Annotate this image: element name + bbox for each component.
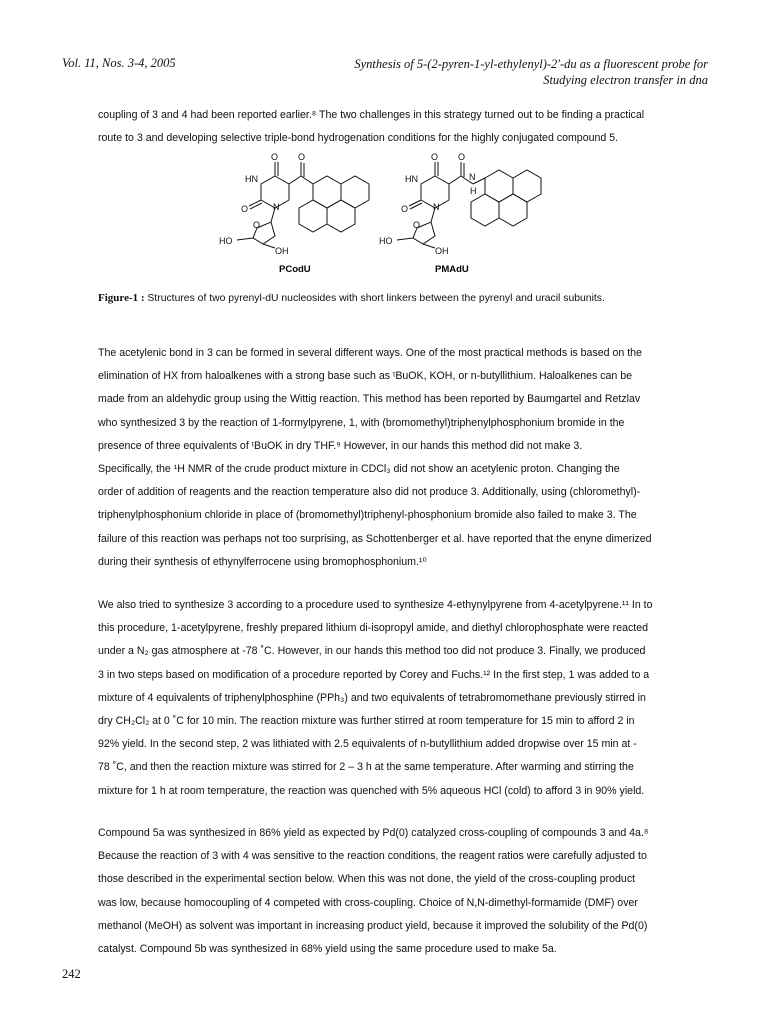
text-line: mixture of 4 equivalents of triphenylphosphine (PPh₃) and two equivalents of tetrabromomethane previously stirred in xyxy=(98,691,646,704)
running-header-title-line2: Studying electron transfer in dna xyxy=(543,73,708,87)
atom-n: N xyxy=(273,202,280,212)
atom-ho2: HO xyxy=(379,236,393,246)
text-line: made from an aldehydic group using the Wittig reaction. This method has been reported by Baumgartel and Retzlav xyxy=(98,393,641,406)
atom-o1: O xyxy=(271,152,279,162)
atom-o5: O xyxy=(431,152,439,162)
atom-oh: OH xyxy=(275,246,289,256)
atom-o2: O xyxy=(298,152,306,162)
text-line: mixture for 1 h at room temperature, the reaction was quenched with 5% aqueous HCl (cold) to afford 3 in 90% yield. xyxy=(98,784,645,797)
text-line: The acetylenic bond in 3 can be formed in several different ways. One of the most practical methods is based on the xyxy=(98,347,642,359)
atom-ho: HO xyxy=(219,236,233,246)
text-line: triphenylphosphonium chloride in place of (bromomethyl)triphenyl-phosphonium bromide also failed to make 3. The xyxy=(98,509,637,522)
running-header-title xyxy=(330,56,708,88)
molecule-label-pmadu: PMAdU xyxy=(435,264,469,275)
atom-o7: O xyxy=(401,204,409,214)
text-line: Specifically, the ¹H NMR of the crude product mixture in CDCl₃ did not show an acetylenic proton. Changing the xyxy=(98,463,620,476)
running-header-journal: Vol. 11, Nos. 3-4, 2005 xyxy=(62,56,176,70)
text-line: Because the reaction of 3 with 4 was sensitive to the reaction conditions, the reagent ratios were carefully adjusted to xyxy=(98,850,647,863)
text-line: order of addition of reagents and the reaction temperature also did not produce 3. Additionally, using (chloromethyl)- xyxy=(98,486,641,499)
text-line: methanol (MeOH) as solvent was important in increasing product yield, because it improved the solubility of the Pd(0) xyxy=(98,919,648,932)
text-line: under a N₂ gas atmosphere at -78 ˚C. However, in our hands this method too did not produce 3. Finally, we produced xyxy=(98,645,646,658)
text-line: route to 3 and developing selective triple-bond hydrogenation conditions for the highly conjugated compound 5. xyxy=(98,132,619,145)
text-line: coupling of 3 and 4 had been reported earlier.⁸ The two challenges in this strategy turned out to be finding a practical xyxy=(98,109,645,121)
paragraph-1 xyxy=(98,342,710,574)
text-line: catalyst. Compound 5b was synthesized in 68% yield using the same procedure used to make 5a. xyxy=(98,943,557,956)
atom-oh2: OH xyxy=(435,246,449,256)
text-line: this procedure, 1-acetylpyrene, freshly prepared lithium di-isopropyl amide, and diethyl chlorophosphate were reacted xyxy=(98,622,648,635)
text-line: presence of three equivalents of ᵗBuOK in dry THF.⁹ However, in our hands this method did not make 3. xyxy=(98,439,583,452)
atom-h-amide: H xyxy=(470,186,477,196)
text-line: 78 ˚C, and then the reaction mixture was stirred for 2 – 3 h at the same temperature. After warming and stirring the xyxy=(98,761,634,774)
atom-o8: O xyxy=(413,220,421,230)
text-line: Compound 5a was synthesized in 86% yield as expected by Pd(0) catalyzed cross-coupling of compounds 3 and 4a.⁸ xyxy=(98,827,649,839)
paragraph-2 xyxy=(98,594,710,803)
text-line: 3 in two steps based on modification of a procedure reported by Corey and Fuchs.¹² In the first step, 1 was added to a xyxy=(98,668,650,681)
figure-caption xyxy=(98,292,605,304)
atom-n2: N xyxy=(433,202,440,212)
text-line: those described in the experimental section below. When this was not done, the yield of the cross-coupling product xyxy=(98,873,636,886)
atom-o4: O xyxy=(253,220,261,230)
figure-1-structures xyxy=(205,148,565,278)
chemical-structures-drawing xyxy=(205,148,565,278)
text-line: dry CH₂Cl₂ at 0 ˚C for 10 min. The reaction mixture was further stirred at room temperature for 15 min to afford 2 in xyxy=(98,715,635,728)
atom-o6: O xyxy=(458,152,466,162)
atom-hn2: HN xyxy=(405,174,418,184)
atom-o3: O xyxy=(241,204,249,214)
figure-caption-label: Figure-1 : xyxy=(98,292,145,304)
atom-n-amide: N xyxy=(469,172,476,182)
molecule-label-pcodu: PCodU xyxy=(279,264,311,275)
paragraph-3 xyxy=(98,822,710,961)
text-line: during their synthesis of ethynylferrocene using bromophosphonium.¹⁰ xyxy=(98,555,427,568)
page-number: 242 xyxy=(62,967,81,981)
text-line: failure of this reaction was perhaps not too surprising, as Schottenberger et al. have reported that the enyne dimerized xyxy=(98,532,652,545)
paragraph-0 xyxy=(98,104,710,150)
figure-caption-text: Structures of two pyrenyl-dU nucleosides with short linkers between the pyrenyl and uracil subunits. xyxy=(144,293,605,304)
text-line: elimination of HX from haloalkenes with a strong base such as ᵗBuOK, KOH, or n-butyllithium. Haloalkenes can be xyxy=(98,370,633,383)
text-line: was low, because homocoupling of 4 competed with cross-coupling. Choice of N,N-dimethyl-formamide (DMF) over xyxy=(98,896,638,909)
text-line: who synthesized 3 by the reaction of 1-formylpyrene, 1, with (bromomethyl)triphenylphosphonium bromide in the xyxy=(98,416,625,429)
running-header-title-line1: Synthesis of 5-(2-pyren-1-yl-ethylenyl)-2'-du as a fluorescent probe for xyxy=(354,57,708,71)
atom-hn: HN xyxy=(245,174,258,184)
text-line: 92% yield. In the second step, 2 was lithiated with 2.5 equivalents of n-butyllithium added dropwise over 15 min at - xyxy=(98,738,637,751)
text-line: We also tried to synthesize 3 according to a procedure used to synthesize 4-ethynylpyrene from 4-acetylpyrene.¹¹ In to xyxy=(98,599,653,611)
